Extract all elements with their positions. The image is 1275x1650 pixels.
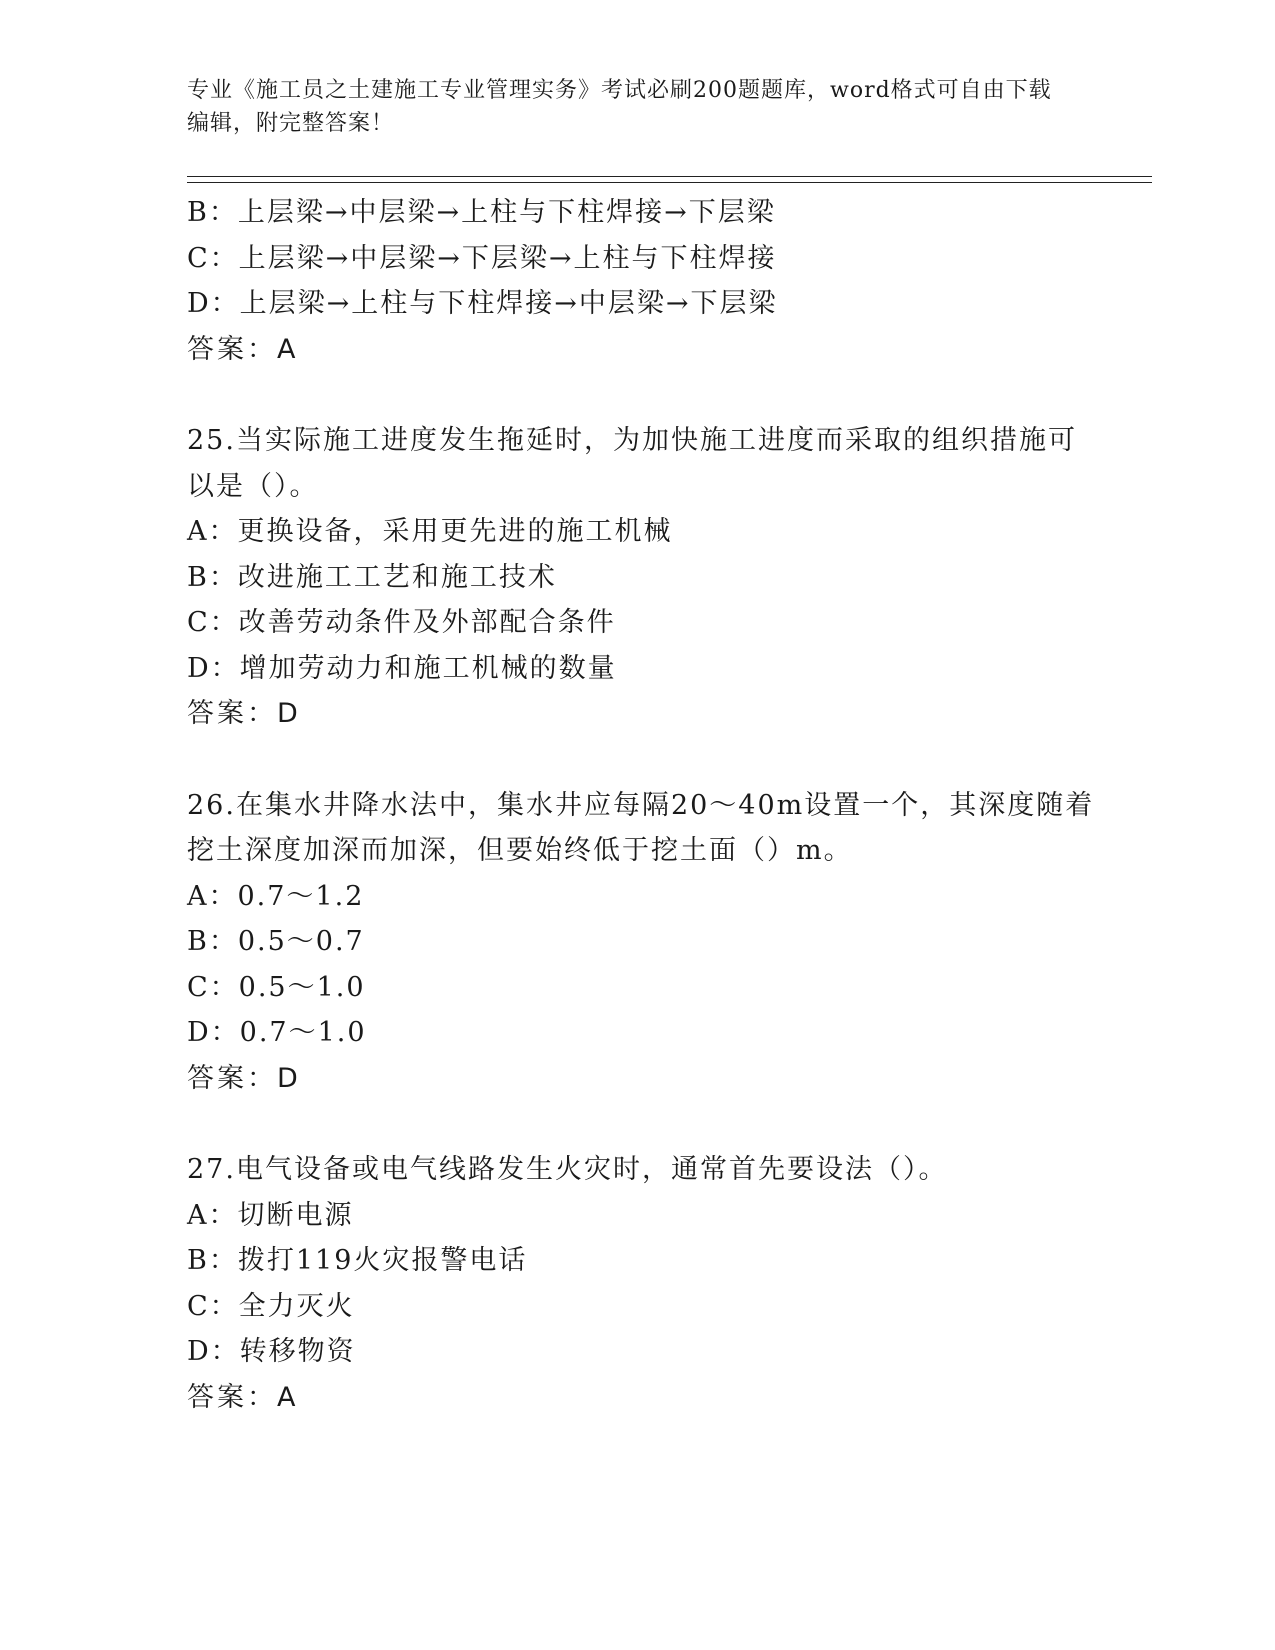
option-c: C：改善劳动条件及外部配合条件 <box>187 607 616 638</box>
question-26 <box>187 783 1095 1102</box>
option-d: D：0.7～1.0 <box>187 1017 367 1048</box>
option-a: A：0.7～1.2 <box>187 880 365 912</box>
answer-label: 答案： <box>187 1381 277 1413</box>
answer-value: D <box>277 1062 299 1094</box>
answer-label: 答案： <box>187 698 277 729</box>
answer-value: D <box>277 698 299 729</box>
option-a: A：切断电源 <box>187 1199 354 1231</box>
answer-label: 答案： <box>187 333 277 365</box>
option-c: C：上层梁→中层梁→下层梁→上柱与下柱焊接 <box>187 242 777 274</box>
header-rule-top <box>187 176 1152 177</box>
option-d: D：增加劳动力和施工机械的数量 <box>187 652 617 684</box>
option-b: B：拨打119火灾报警电话 <box>187 1245 528 1276</box>
document-header: 专业《施工员之土建施工专业管理实务》考试必刷200题题库，word格式可自由下载编辑，附完整答案！ <box>187 78 1052 136</box>
question-stem-line-2: 以是（）。 <box>187 470 319 502</box>
question-24-tail <box>187 190 1087 372</box>
option-b: B：上层梁→中层梁→上柱与下柱焊接→下层梁 <box>187 197 776 228</box>
option-d: D：上层梁→上柱与下柱焊接→中层梁→下层梁 <box>187 288 778 319</box>
option-b: B：改进施工工艺和施工技术 <box>187 561 557 593</box>
answer-label: 答案： <box>187 1062 277 1094</box>
answer-line <box>187 1375 1087 1421</box>
option-b: B：0.5～0.7 <box>187 926 365 957</box>
option-d: D：转移物资 <box>187 1336 356 1367</box>
question-stem-line-2: 挖土深度加深而加深，但要始终低于挖土面（）m。 <box>187 835 853 866</box>
answer-value: A <box>277 333 297 365</box>
question-27 <box>187 1147 1087 1420</box>
header-rule-bottom <box>187 182 1152 183</box>
option-c: C：全力灭火 <box>187 1290 355 1322</box>
option-a: A：更换设备，采用更先进的施工机械 <box>187 516 673 547</box>
answer-line <box>187 1056 1087 1102</box>
question-stem-line-1: 26.在集水井降水法中，集水井应每隔20～40m设置一个，其深度随着 <box>187 789 1095 821</box>
answer-value: A <box>277 1381 297 1413</box>
question-25 <box>187 418 1087 737</box>
question-stem-line-1: 25.当实际施工进度发生拖延时，为加快施工进度而采取的组织措施可 <box>187 425 1077 456</box>
answer-line <box>187 691 1087 737</box>
document-body <box>187 190 1095 1420</box>
question-stem-line-1: 27.电气设备或电气线路发生火灾时，通常首先要设法（）。 <box>187 1154 948 1185</box>
option-c: C：0.5～1.0 <box>187 971 366 1003</box>
answer-line <box>187 327 1087 373</box>
